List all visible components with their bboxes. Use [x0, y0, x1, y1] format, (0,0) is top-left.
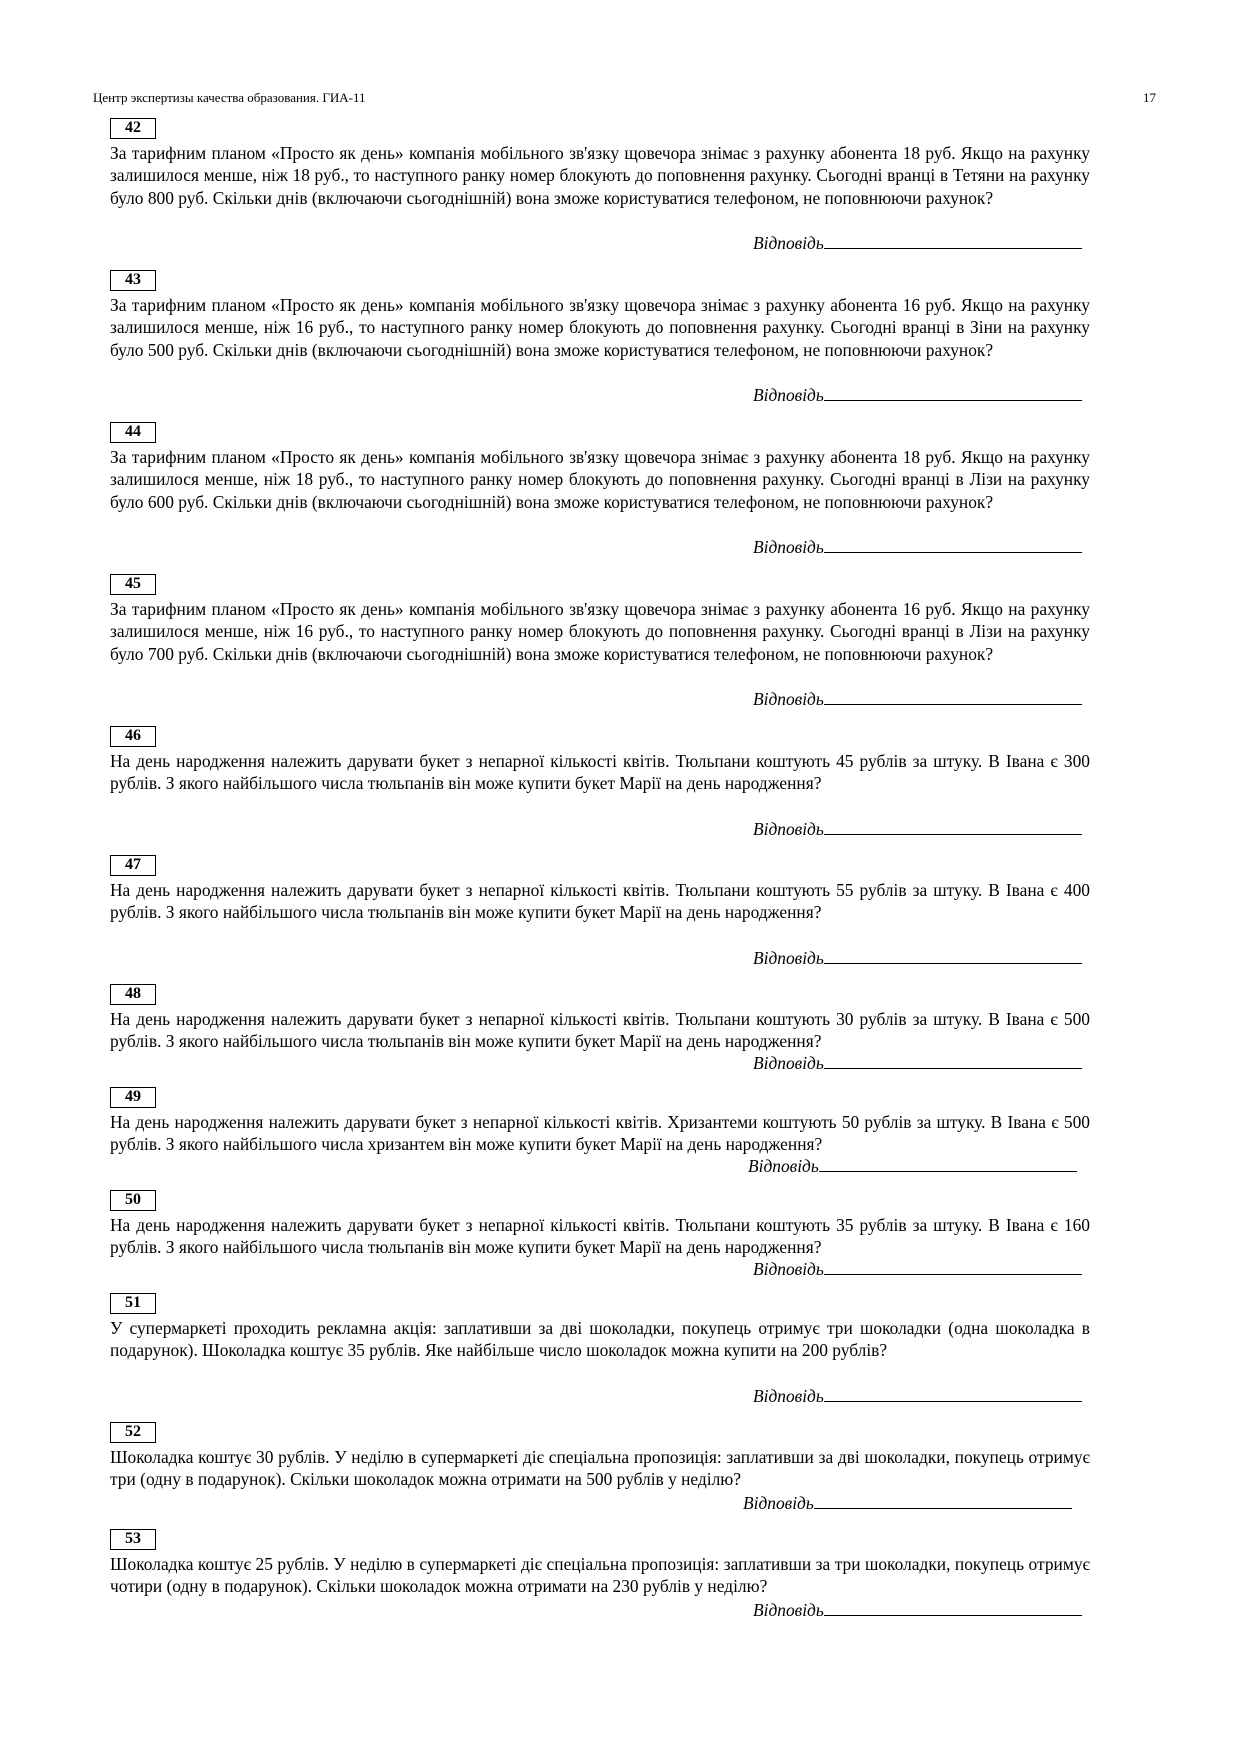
task-49: [110, 1087, 1090, 1176]
task-number: 45: [110, 574, 156, 595]
answer-label: Відповідь: [753, 1386, 824, 1406]
answer-field: [753, 384, 1082, 406]
answer-field: [753, 947, 1082, 969]
answer-label: Відповідь: [753, 1053, 824, 1073]
task-number: 53: [110, 1529, 156, 1550]
task-text: Шоколадка коштує 25 рублів. У неділю в супермаркеті діє спеціальна пропозиція: заплативши за три шоколадки, покупець отримує чотири (одну в подарунок). Скільки шоколадок можна отримати на 230 рублів у неділю?: [110, 1554, 1090, 1597]
task-46: [110, 726, 1090, 839]
answer-label: Відповідь: [753, 948, 824, 968]
task-44: [110, 422, 1090, 557]
task-text: На день народження належить дарувати букет з непарної кількості квітів. Тюльпани коштують 55 рублів за штуку. В Івана є 400 рублів. З якого найбільшого числа тюльпанів він може купити букет Марії на день народження?: [110, 880, 1090, 923]
task-text: За тарифним планом «Просто як день» компанія мобільного зв'язку щовечора знімає з рахунку абонента 16 руб. Якщо на рахунку залишилося менше, ніж 16 руб., то наступного ранку номер блокують до поповнення рахунку. Сьогодні вранці в Зіни на рахунку було 500 руб. Скільки днів (включаючи сьогоднішній) вона зможе користуватися телефоном, не поповнюючи рахунок?: [110, 295, 1090, 360]
task-number: 50: [110, 1190, 156, 1211]
answer-line[interactable]: [824, 1386, 1082, 1402]
answer-line[interactable]: [819, 1156, 1077, 1172]
task-text: За тарифним планом «Просто як день» компанія мобільного зв'язку щовечора знімає з рахунку абонента 18 руб. Якщо на рахунку залишилося менше, ніж 18 руб., то наступного ранку номер блокують до поповнення рахунку. Сьогодні вранці в Лізи на рахунку було 600 руб. Скільки днів (включаючи сьогоднішній) вона зможе користуватися телефоном, не поповнюючи рахунок?: [110, 447, 1090, 512]
task-text: На день народження належить дарувати букет з непарної кількості квітів. Хризантеми коштують 50 рублів за штуку. В Івана є 500 рублів. З якого найбільшого числа хризантем він може купити букет Марії на день народження?: [110, 1112, 1090, 1155]
task-43: [110, 270, 1090, 405]
answer-line[interactable]: [814, 1493, 1072, 1509]
answer-field: [753, 688, 1082, 710]
answer-label: Відповідь: [743, 1493, 814, 1513]
task-number: 42: [110, 118, 156, 139]
answer-label: Відповідь: [753, 233, 824, 253]
answer-line[interactable]: [824, 537, 1082, 553]
answer-field: [753, 818, 1082, 840]
task-number: 43: [110, 270, 156, 291]
answer-field: [748, 1155, 1077, 1177]
task-text: За тарифним планом «Просто як день» компанія мобільного зв'язку щовечора знімає з рахунку абонента 16 руб. Якщо на рахунку залишилося менше, ніж 16 руб., то наступного ранку номер блокують до поповнення рахунку. Сьогодні вранці в Лізи на рахунку було 700 руб. Скільки днів (включаючи сьогоднішній) вона зможе користуватися телефоном, не поповнюючи рахунок?: [110, 599, 1090, 664]
task-50: [110, 1190, 1090, 1279]
task-text: У супермаркеті проходить рекламна акція: заплативши за дві шоколадки, покупець отримує три шоколадки (одна шоколадка в подарунок). Шоколадка коштує 35 рублів. Яке найбільше число шоколадок можна купити на 200 рублів?: [110, 1318, 1090, 1361]
answer-label: Відповідь: [753, 1600, 824, 1620]
answer-field: [753, 232, 1082, 254]
answer-line[interactable]: [824, 1053, 1082, 1069]
answer-field: [753, 1052, 1082, 1074]
answer-line[interactable]: [824, 689, 1082, 705]
answer-field: [753, 536, 1082, 558]
answer-line[interactable]: [824, 819, 1082, 835]
answer-label: Відповідь: [753, 385, 824, 405]
answer-label: Відповідь: [753, 819, 824, 839]
task-51: [110, 1293, 1090, 1406]
answer-line[interactable]: [824, 1259, 1082, 1275]
task-text: На день народження належить дарувати букет з непарної кількості квітів. Тюльпани коштують 45 рублів за штуку. В Івана є 300 рублів. З якого найбільшого числа тюльпанів він може купити букет Марії на день народження?: [110, 751, 1090, 794]
task-number: 51: [110, 1293, 156, 1314]
task-52: [110, 1422, 1090, 1513]
answer-label: Відповідь: [753, 1259, 824, 1279]
task-number: 52: [110, 1422, 156, 1443]
task-number: 47: [110, 855, 156, 876]
header-title: Центр экспертизы качества образования. ГИА-11: [93, 90, 366, 105]
task-number: 48: [110, 984, 156, 1005]
task-42: [110, 118, 1090, 253]
answer-label: Відповідь: [753, 537, 824, 557]
answer-line[interactable]: [824, 948, 1082, 964]
page-header: [93, 90, 1156, 112]
answer-label: Відповідь: [748, 1156, 819, 1176]
answer-field: [753, 1385, 1082, 1407]
task-text: На день народження належить дарувати букет з непарної кількості квітів. Тюльпани коштують 30 рублів за штуку. В Івана є 500 рублів. З якого найбільшого числа тюльпанів він може купити букет Марії на день народження?: [110, 1009, 1090, 1052]
answer-line[interactable]: [824, 1600, 1082, 1616]
task-53: [110, 1529, 1090, 1620]
answer-line[interactable]: [824, 233, 1082, 249]
answer-label: Відповідь: [753, 689, 824, 709]
answer-field: [753, 1258, 1082, 1280]
task-text: На день народження належить дарувати букет з непарної кількості квітів. Тюльпани коштують 35 рублів за штуку. В Івана є 160 рублів. З якого найбільшого числа тюльпанів він може купити букет Марії на день народження?: [110, 1215, 1090, 1258]
task-number: 44: [110, 422, 156, 443]
answer-line[interactable]: [824, 385, 1082, 401]
page-number: 17: [1143, 90, 1156, 105]
task-45: [110, 574, 1090, 709]
answer-field: [743, 1492, 1072, 1514]
task-text: Шоколадка коштує 30 рублів. У неділю в супермаркеті діє спеціальна пропозиція: заплативши за дві шоколадки, покупець отримує три (одну в подарунок). Скільки шоколадок можна отримати на 500 рублів у неділю?: [110, 1447, 1090, 1490]
answer-field: [753, 1599, 1082, 1621]
task-text: За тарифним планом «Просто як день» компанія мобільного зв'язку щовечора знімає з рахунку абонента 18 руб. Якщо на рахунку залишилося менше, ніж 18 руб., то наступного ранку номер блокують до поповнення рахунку. Сьогодні вранці в Тетяни на рахунку було 800 руб. Скільки днів (включаючи сьогоднішній) вона зможе користуватися телефоном, не поповнюючи рахунок?: [110, 143, 1090, 208]
task-47: [110, 855, 1090, 968]
task-48: [110, 984, 1090, 1073]
task-number: 49: [110, 1087, 156, 1108]
task-number: 46: [110, 726, 156, 747]
